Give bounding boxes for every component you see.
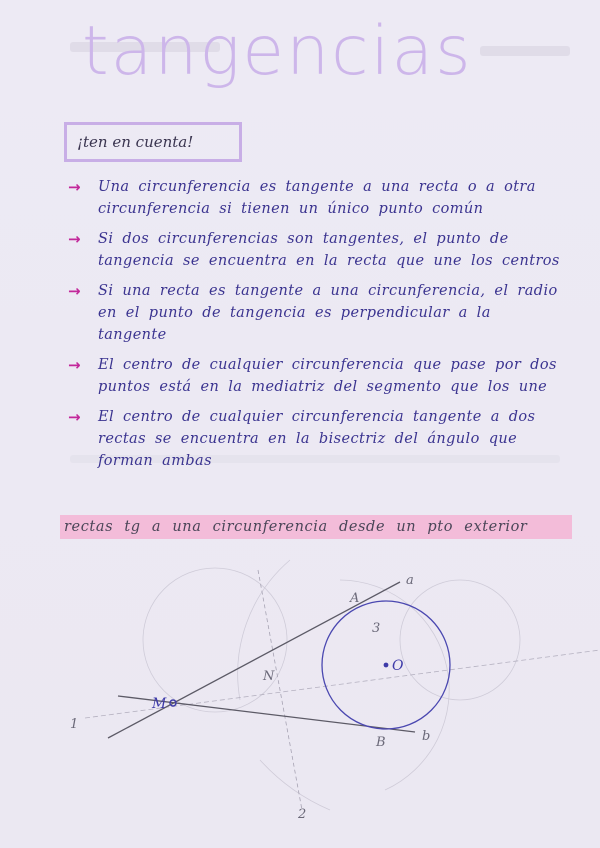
note-text: Una circunferencia es tangente a una recta o a otra circunferencia si tienen un único punto común: [98, 179, 536, 217]
label-3: 3: [372, 621, 381, 636]
note-text: El centro de cualquier circunferencia tangente a dos rectas se encuentra en la bisectriz del ángulo que forman ambas: [98, 409, 536, 469]
label-2: 2: [298, 807, 307, 822]
section-heading: rectas tg a una circunferencia desde un pto exterior: [64, 519, 528, 535]
label-a-point: A: [350, 591, 360, 606]
label-b-point: B: [376, 735, 386, 750]
label-m: M: [152, 696, 167, 712]
page-title: tangencias: [82, 12, 473, 91]
arrow-right-icon: →: [68, 230, 81, 248]
construction-arc: [143, 568, 287, 712]
label-1: 1: [70, 717, 79, 732]
callout-text: ¡ten en cuenta!: [77, 133, 194, 151]
note-text: Si dos circunferencias son tangentes, el punto de tangencia se encuentra en la recta que une los centros: [98, 231, 560, 269]
construction-arc: [400, 580, 520, 700]
label-line-a: a: [406, 573, 414, 588]
arrow-right-icon: →: [68, 408, 81, 426]
arrow-right-icon: →: [68, 178, 81, 196]
construction-arc: [260, 760, 330, 810]
label-n: N: [263, 669, 275, 684]
arrow-right-icon: →: [68, 356, 81, 374]
label-line-b: b: [422, 729, 431, 744]
construction-arc: [340, 580, 449, 790]
center-point-o: [384, 663, 389, 668]
arrow-right-icon: →: [68, 282, 81, 300]
note-text: El centro de cualquier circunferencia que pase por dos puntos está en la mediatriz del segmento que los une: [98, 357, 557, 395]
note-text: Si una recta es tangente a una circunferencia, el radio en el punto de tangencia es perpendicular a la tangente: [98, 283, 558, 343]
label-o: O: [392, 658, 404, 674]
construction-arcs: [143, 560, 520, 810]
